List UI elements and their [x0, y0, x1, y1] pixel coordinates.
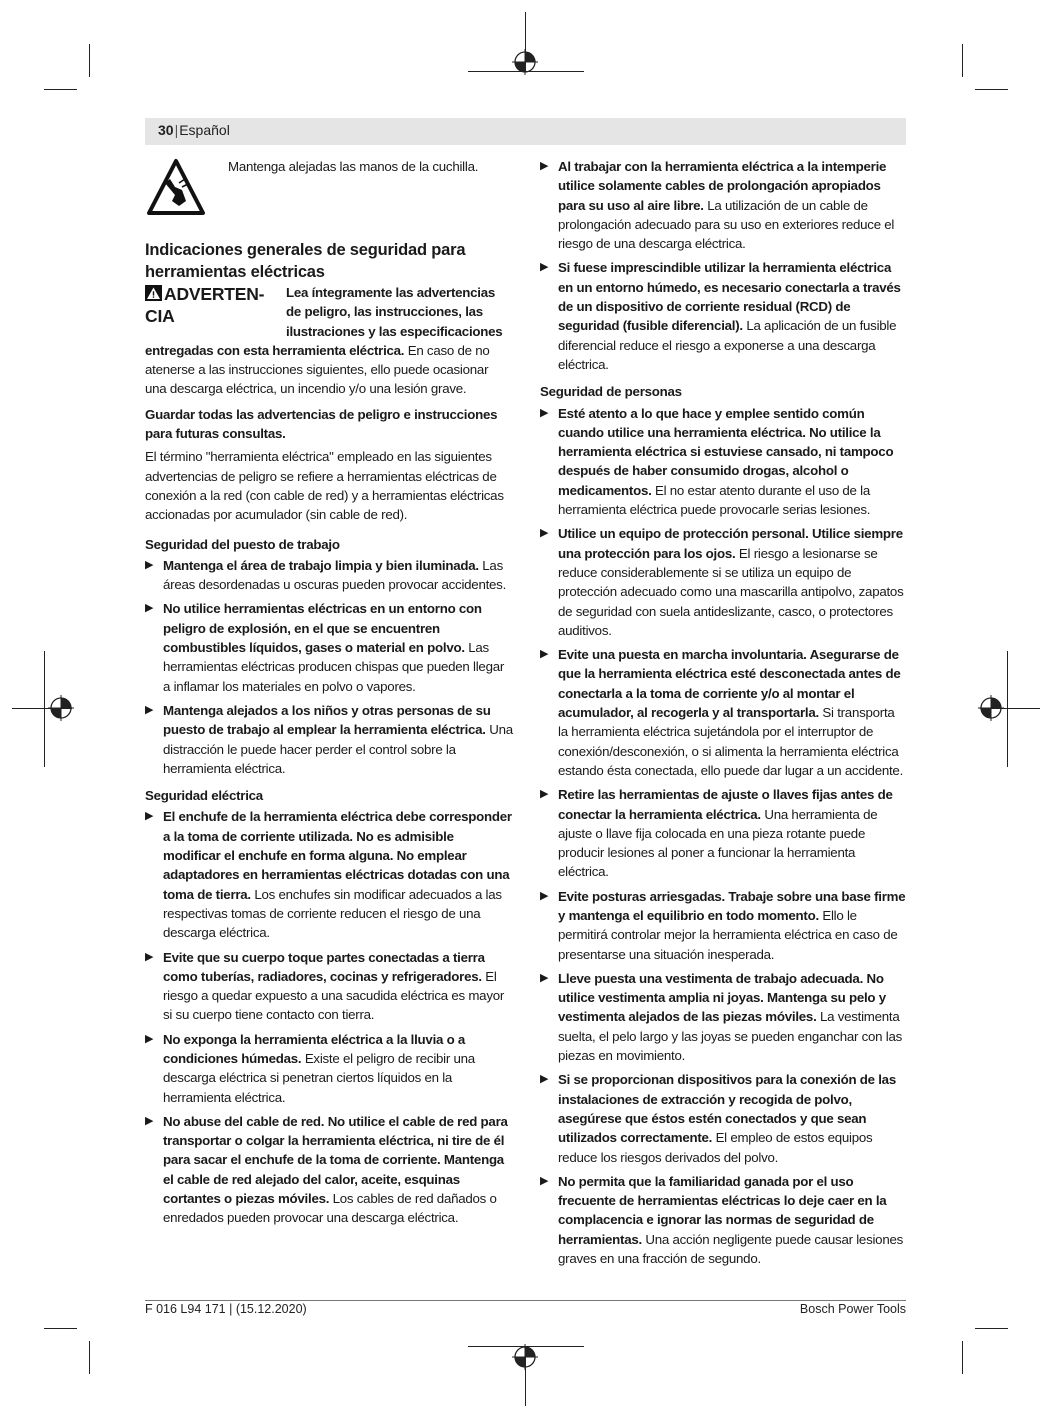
registration-target-icon	[48, 695, 74, 721]
registration-target-icon	[512, 1344, 538, 1370]
right-column	[540, 157, 906, 1273]
list-item: ▶ Esté atento a lo que hace y emplee sentido común cuando utilice una herramienta eléctrica. No utilice la herramienta eléctrica si estuviese cansado, ni tampoco después de haber consumido drogas, alcohol o medicamentos. El no estar atento durante el uso de la herramienta eléctrica puede provocarle serias lesiones.	[540, 404, 906, 520]
electrical-list-continued	[540, 157, 906, 374]
electrical-heading: Seguridad eléctrica	[145, 788, 263, 804]
header-language: Español	[179, 122, 230, 138]
list-item: ▶ No permita que la familiaridad ganada por el uso frecuente de herramientas eléctricas lo deje caer en la complacencia e ignorar las normas de seguridad de herramientas. Una acción negligente puede causar lesiones graves en una fracción de segundo.	[540, 1172, 906, 1268]
footer-rule	[145, 1300, 906, 1301]
list-item: ▶ Evite una puesta en marcha involuntaria. Asegurarse de que la herramienta eléctrica esté desconectada antes de conectarla a la toma de corriente y/o al montar el acumulador, al recogerla y al transportarla. Si transporta la herramienta eléctrica sujetándola por el interruptor de conexión/desconexión, o si alimenta la herramienta eléctrica estando ésta conectada, ello puede dar lugar a un accidente.	[540, 645, 906, 780]
list-item: ▶ Mantenga el área de trabajo limpia y bien iluminada. Las áreas desordenadas u oscuras pueden provocar accidentes.	[145, 556, 513, 595]
list-item: ▶ Utilice un equipo de protección personal. Utilice siempre una protección para los ojos. El riesgo a lesionarse se reduce considerablemente si se utiliza un equipo de protección adecuado como una mascarilla antipolvo, zapatos de seguridad con suela antideslizante, casco, o protectores auditivos.	[540, 524, 906, 640]
crop-mark	[975, 89, 1008, 90]
left-column	[145, 157, 513, 1233]
hand-cut-warning-icon	[145, 157, 207, 219]
crop-mark	[89, 44, 90, 77]
list-item: ▶ No exponga la herramienta eléctrica a la lluvia o a condiciones húmedas. Existe el peligro de recibir una descarga eléctrica si penetran ciertos líquidos en la herramienta eléctrica.	[145, 1030, 513, 1107]
page-header: 30|Español	[145, 118, 906, 145]
registration-line	[44, 651, 45, 767]
warning-triangle-icon	[145, 285, 162, 301]
registration-target-icon	[978, 695, 1004, 721]
pictogram-row	[145, 157, 513, 219]
term-definition: El término "herramienta eléctrica" empleado en las siguientes advertencias de peligro se refiere a herramientas eléctricas de conexión a la red (con cable de red) y a herramientas eléctricas accionadas por acumulador (sin cable de red).	[145, 449, 504, 523]
crop-mark	[89, 1341, 90, 1374]
registration-line	[1007, 651, 1008, 767]
list-item: ▶ Evite posturas arriesgadas. Trabaje sobre una base firme y mantenga el equilibrio en todo momento. Ello le permitirá controlar mejor la herramienta eléctrica en caso de presentarse una situación inesperada.	[540, 887, 906, 964]
workplace-heading: Seguridad del puesto de trabajo	[145, 536, 340, 552]
list-item: ▶ El enchufe de la herramienta eléctrica debe corresponder a la toma de corriente utilizada. No es admisible modificar el enchufe en forma alguna. No emplear adaptadores en herramientas eléctricas dotadas con una toma de tierra. Los enchufes sin modificar adecuados a las respectivas tomas de corriente reducen el riesgo de una descarga eléctrica.	[145, 807, 513, 942]
registration-target-icon	[512, 49, 538, 75]
electrical-list	[145, 807, 513, 1227]
list-item: ▶ Si se proporcionan dispositivos para la conexión de las instalaciones de extracción y recogida de polvo, asegúrese que éstos estén conectados y que sean utilizados correctamente. El empleo de estos equipos reduce los riesgos derivados del polvo.	[540, 1070, 906, 1166]
list-item: ▶ Lleve puesta una vestimenta de trabajo adecuada. No utilice vestimenta amplia ni joyas. Mantenga su pelo y vestimenta alejados de las piezas móviles. La vestimenta suelta, el pelo largo y las joyas se pueden enganchar con las piezas en movimiento.	[540, 969, 906, 1065]
list-item: ▶ Mantenga alejados a los niños y otras personas de su puesto de trabajo al emplear la herramienta eléctrica. Una distracción le puede hacer perder el control sobre la herramienta eléctrica.	[145, 701, 513, 778]
warning-label: ADVERTEN-CIA	[145, 284, 265, 326]
list-item: ▶ No utilice herramientas eléctricas en un entorno con peligro de explosión, en el que se encuentren combustibles líquidos, gases o material en polvo. Las herramientas eléctricas producen chispas que pueden llegar a inflamar los materiales en polvo o vapores.	[145, 599, 513, 695]
pictogram-caption: Mantenga alejadas las manos de la cuchilla.	[228, 159, 479, 174]
list-item: ▶ Evite que su cuerpo toque partes conectadas a tierra como tuberías, radiadores, cocinas y refrigeradores. El riesgo a quedar expuesto a una sacudida eléctrica es mayor si su cuerpo tiene contacto con tierra.	[145, 948, 513, 1025]
crop-mark	[962, 1341, 963, 1374]
list-item: ▶ Retire las herramientas de ajuste o llaves fijas antes de conectar la herramienta eléctrica. Una herramienta de ajuste o llave fija colocada en una pieza rotante puede producir lesiones al poner a funcionar la herramienta eléctrica.	[540, 785, 906, 881]
keep-instructions: Guardar todas las advertencias de peligro e instrucciones para futuras consultas.	[145, 406, 498, 442]
list-item: ▶ Al trabajar con la herramienta eléctrica a la intemperie utilice solamente cables de prolongación apropiados para su uso al aire libre. La utilización de un cable de prolongación adecuado para su uso en exteriores reduce el riesgo de una descarga eléctrica.	[540, 157, 906, 253]
crop-mark	[975, 1328, 1008, 1329]
crop-mark	[44, 89, 77, 90]
crop-mark	[962, 44, 963, 77]
personal-list	[540, 404, 906, 1269]
warning-bold-text: Lea íntegramente las advertencias de peligro, las instrucciones, las ilustraciones y las especificaciones entregadas con esta herramienta eléctrica.	[145, 285, 503, 358]
warning-text: En caso de no atenerse a las instrucciones siguientes, ello puede ocasionar una descarga eléctrica, un incendio y/o una lesión grave.	[145, 342, 490, 397]
personal-heading: Seguridad de personas	[540, 384, 682, 400]
warning-block	[145, 283, 513, 399]
list-item: ▶ Si fuese imprescindible utilizar la herramienta eléctrica en un entorno húmedo, es necesario conectarla a través de un dispositivo de corriente residual (RCD) de seguridad (fusible diferencial). La aplicación de un fusible diferencial reduce el riesgo a exponerse a una descarga eléctrica.	[540, 258, 906, 374]
section-title: Indicaciones generales de seguridad para herramientas eléctricas	[145, 241, 466, 281]
footer-brand: Bosch Power Tools	[799, 1302, 906, 1316]
workplace-list	[145, 556, 513, 778]
crop-mark	[44, 1328, 77, 1329]
footer-doc-code: F 016 L94 171 | (15.12.2020)	[145, 1302, 307, 1316]
page-number: 30	[158, 122, 174, 138]
list-item: ▶ No abuse del cable de red. No utilice el cable de red para transportar o colgar la herramienta eléctrica, ni tire de él para sacar el enchufe de la toma de corriente. Mantenga el cable de red alejado del calor, aceite, esquinas cortantes o piezas móviles. Los cables de red dañados o enredados pueden provocar una descarga eléctrica.	[145, 1112, 513, 1228]
